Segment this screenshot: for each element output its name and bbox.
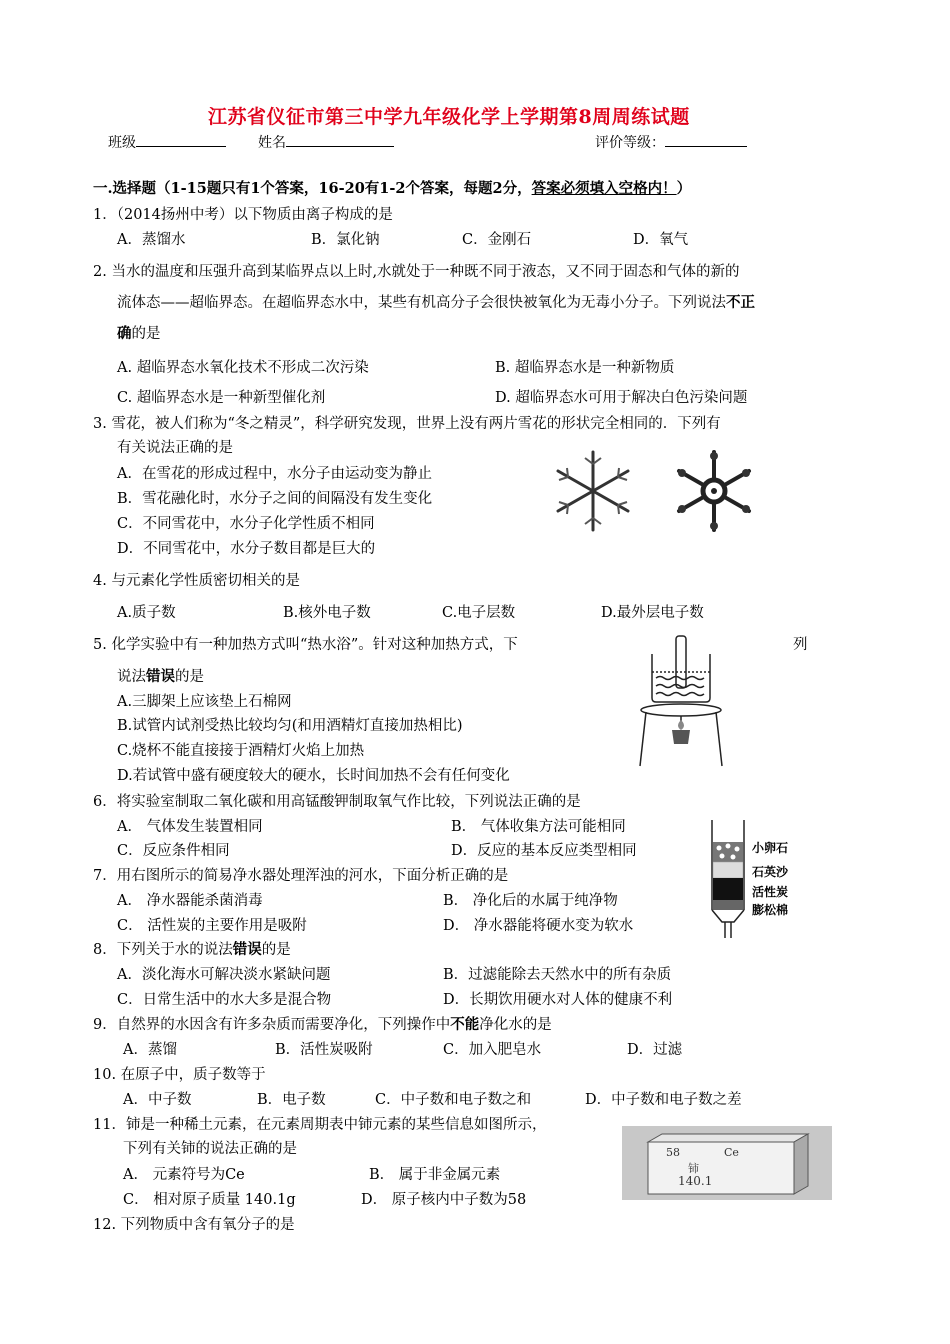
q1-stem: 1．（2014扬州中考）以下物质由离子构成的是 <box>93 207 393 223</box>
q1-option-d[interactable]: D．氧气 <box>633 232 689 248</box>
page-title: 江苏省仪征市第三中学九年级化学上学期第8周周练试题 <box>208 106 690 128</box>
q8-option-a[interactable]: A．淡化海水可解决淡水紧缺问题 <box>117 967 331 983</box>
q5-stem-line1-end: 列 <box>793 637 808 653</box>
section-heading: 一.选择题（1-15题只有1个答案，16-20有1-2个答案，每题2分，答案必须填入空格内！） <box>93 180 692 197</box>
element-symbol: Ce <box>724 1146 739 1159</box>
q9-option-d[interactable]: D．过滤 <box>627 1042 683 1058</box>
q11-option-d[interactable]: D． 原子核内中子数为58 <box>361 1192 527 1208</box>
q3-option-c[interactable]: C．不同雪花中，水分子化学性质不相同 <box>117 516 375 532</box>
q2-option-b[interactable]: B. 超临界态水是一种新物质 <box>495 360 675 376</box>
q10-option-c[interactable]: C．中子数和电子数之和 <box>375 1092 532 1108</box>
element-atomic-number: 58 <box>666 1146 680 1159</box>
q9-stem: 9．自然界的水因含有许多杂质而需要净化，下列操作中不能净化水的是 <box>93 1016 552 1033</box>
q5-stem-line2: 说法错误的是 <box>117 668 204 685</box>
name-field[interactable] <box>258 132 394 152</box>
water-filter-diagram <box>708 818 748 940</box>
q2-option-c[interactable]: C. 超临界态水是一种新型催化剂 <box>117 390 326 406</box>
q4-option-a[interactable]: A.质子数 <box>117 605 176 621</box>
q3-option-d[interactable]: D．不同雪花中，水分子数目都是巨大的 <box>117 541 376 557</box>
q11-option-a[interactable]: A． 元素符号为Ce <box>123 1167 245 1183</box>
grade-blank[interactable] <box>665 132 747 147</box>
q2-stem-line1: 2. 当水的温度和压强升高到某临界点以上时,水就处于一种既不同于液态，又不同于固态和气体的新的 <box>93 264 740 280</box>
name-blank[interactable] <box>286 132 394 147</box>
q4-option-c[interactable]: C.电子层数 <box>442 605 516 621</box>
class-field[interactable] <box>108 132 226 152</box>
name-label: 姓名 <box>258 135 286 151</box>
q7-option-c[interactable]: C． 活性炭的主要作用是吸附 <box>117 918 307 934</box>
q2-stem-line2: 流体态——超临界态。在超临界态水中，某些有机高分子会很快被氧化为无毒小分子。下列说法不正 <box>117 294 755 311</box>
q9-option-c[interactable]: C．加入肥皂水 <box>443 1042 542 1058</box>
q8-option-b[interactable]: B．过滤能除去天然水中的所有杂质 <box>443 967 672 983</box>
filter-label-activated-carbon: 活性炭 <box>752 885 789 899</box>
water-bath-diagram <box>638 632 724 772</box>
q4-option-b[interactable]: B.核外电子数 <box>283 605 371 621</box>
q3-stem-line2: 有关说法正确的是 <box>117 440 233 456</box>
q11-option-b[interactable]: B． 属于非金属元素 <box>369 1167 501 1183</box>
snowflake-image-1 <box>543 446 643 536</box>
q2-option-a[interactable]: A. 超临界态水氧化技术不形成二次污染 <box>117 360 369 376</box>
q6-option-a[interactable]: A． 气体发生装置相同 <box>117 819 263 835</box>
q7-option-d[interactable]: D． 净水器能将硬水变为软水 <box>443 918 634 934</box>
q4-stem: 4. 与元素化学性质密切相关的是 <box>93 573 300 589</box>
q10-option-d[interactable]: D．中子数和电子数之差 <box>585 1092 742 1108</box>
q11-stem-line1: 11．铈是一种稀土元素，在元素周期表中铈元素的某些信息如图所示， <box>93 1117 547 1133</box>
q6-stem: 6．将实验室制取二氧化碳和用高锰酸钾制取氧气作比较，下列说法正确的是 <box>93 794 581 810</box>
q6-option-b[interactable]: B． 气体收集方法可能相同 <box>451 819 626 835</box>
q8-option-d[interactable]: D．长期饮用硬水对人体的健康不利 <box>443 992 673 1008</box>
element-name: 铈 <box>688 1162 699 1175</box>
q8-stem: 8．下列关于水的说法错误的是 <box>93 941 291 958</box>
class-label: 班级 <box>108 135 136 151</box>
q5-option-b[interactable]: B.试管内试剂受热比较均匀(和用酒精灯直接加热相比) <box>117 718 463 734</box>
q11-option-c[interactable]: C． 相对原子质量 140.1g <box>123 1192 296 1208</box>
grade-field[interactable] <box>595 132 747 152</box>
q6-option-d[interactable]: D．反应的基本反应类型相同 <box>451 843 637 859</box>
q3-option-a[interactable]: A．在雪花的形成过程中，水分子由运动变为静止 <box>117 466 432 482</box>
q3-option-b[interactable]: B．雪花融化时，水分子之间的间隔没有发生变化 <box>117 491 433 507</box>
q5-option-a[interactable]: A.三脚架上应该垫上石棉网 <box>117 694 292 710</box>
q9-option-b[interactable]: B．活性炭吸附 <box>275 1042 373 1058</box>
q5-option-d[interactable]: D.若试管中盛有硬度较大的硬水，长时间加热不会有任何变化 <box>117 768 510 784</box>
q10-option-b[interactable]: B．电子数 <box>257 1092 326 1108</box>
q7-stem: 7．用右图所示的简易净水器处理浑浊的河水，下面分析正确的是 <box>93 868 509 884</box>
q3-stem-line1: 3. 雪花，被人们称为“冬之精灵”，科学研究发现，世界上没有两片雪花的形状完全相同的．下列有 <box>93 416 721 432</box>
element-cube <box>638 1132 818 1196</box>
q8-option-c[interactable]: C．日常生活中的水大多是混合物 <box>117 992 332 1008</box>
q2-option-d[interactable]: D. 超临界态水可用于解决白色污染问题 <box>495 390 748 406</box>
grade-label: 评价等级： <box>595 135 665 151</box>
q7-option-a[interactable]: A． 净水器能杀菌消毒 <box>117 893 263 909</box>
q5-stem-line1: 5. 化学实验中有一种加热方式叫“热水浴”。针对这种加热方式，下 <box>93 637 518 653</box>
q5-option-c[interactable]: C.烧杯不能直接接于酒精灯火焰上加热 <box>117 743 365 759</box>
snowflake-image-2 <box>667 446 761 536</box>
q2-stem-line3: 确的是 <box>117 325 161 342</box>
q11-stem-line2: 下列有关铈的说法正确的是 <box>123 1141 297 1157</box>
q10-stem: 10. 在原子中，质子数等于 <box>93 1067 266 1083</box>
filter-label-cotton: 膨松棉 <box>752 903 789 917</box>
filter-label-quartz-sand: 石英沙 <box>752 865 789 879</box>
q4-option-d[interactable]: D.最外层电子数 <box>601 605 704 621</box>
element-atomic-mass: 140.1 <box>678 1174 713 1188</box>
q1-option-c[interactable]: C．金刚石 <box>462 232 532 248</box>
q10-option-a[interactable]: A．中子数 <box>123 1092 192 1108</box>
q6-option-c[interactable]: C．反应条件相同 <box>117 843 230 859</box>
class-blank[interactable] <box>136 132 226 147</box>
q9-option-a[interactable]: A．蒸馏 <box>123 1042 177 1058</box>
q1-option-b[interactable]: B．氯化钠 <box>311 232 380 248</box>
element-card-photo <box>622 1126 832 1200</box>
q1-option-a[interactable]: A．蒸馏水 <box>117 232 186 248</box>
q7-option-b[interactable]: B． 净化后的水属于纯净物 <box>443 893 618 909</box>
filter-label-pebbles: 小卵石 <box>752 841 789 855</box>
q12-stem: 12. 下列物质中含有氧分子的是 <box>93 1217 295 1233</box>
